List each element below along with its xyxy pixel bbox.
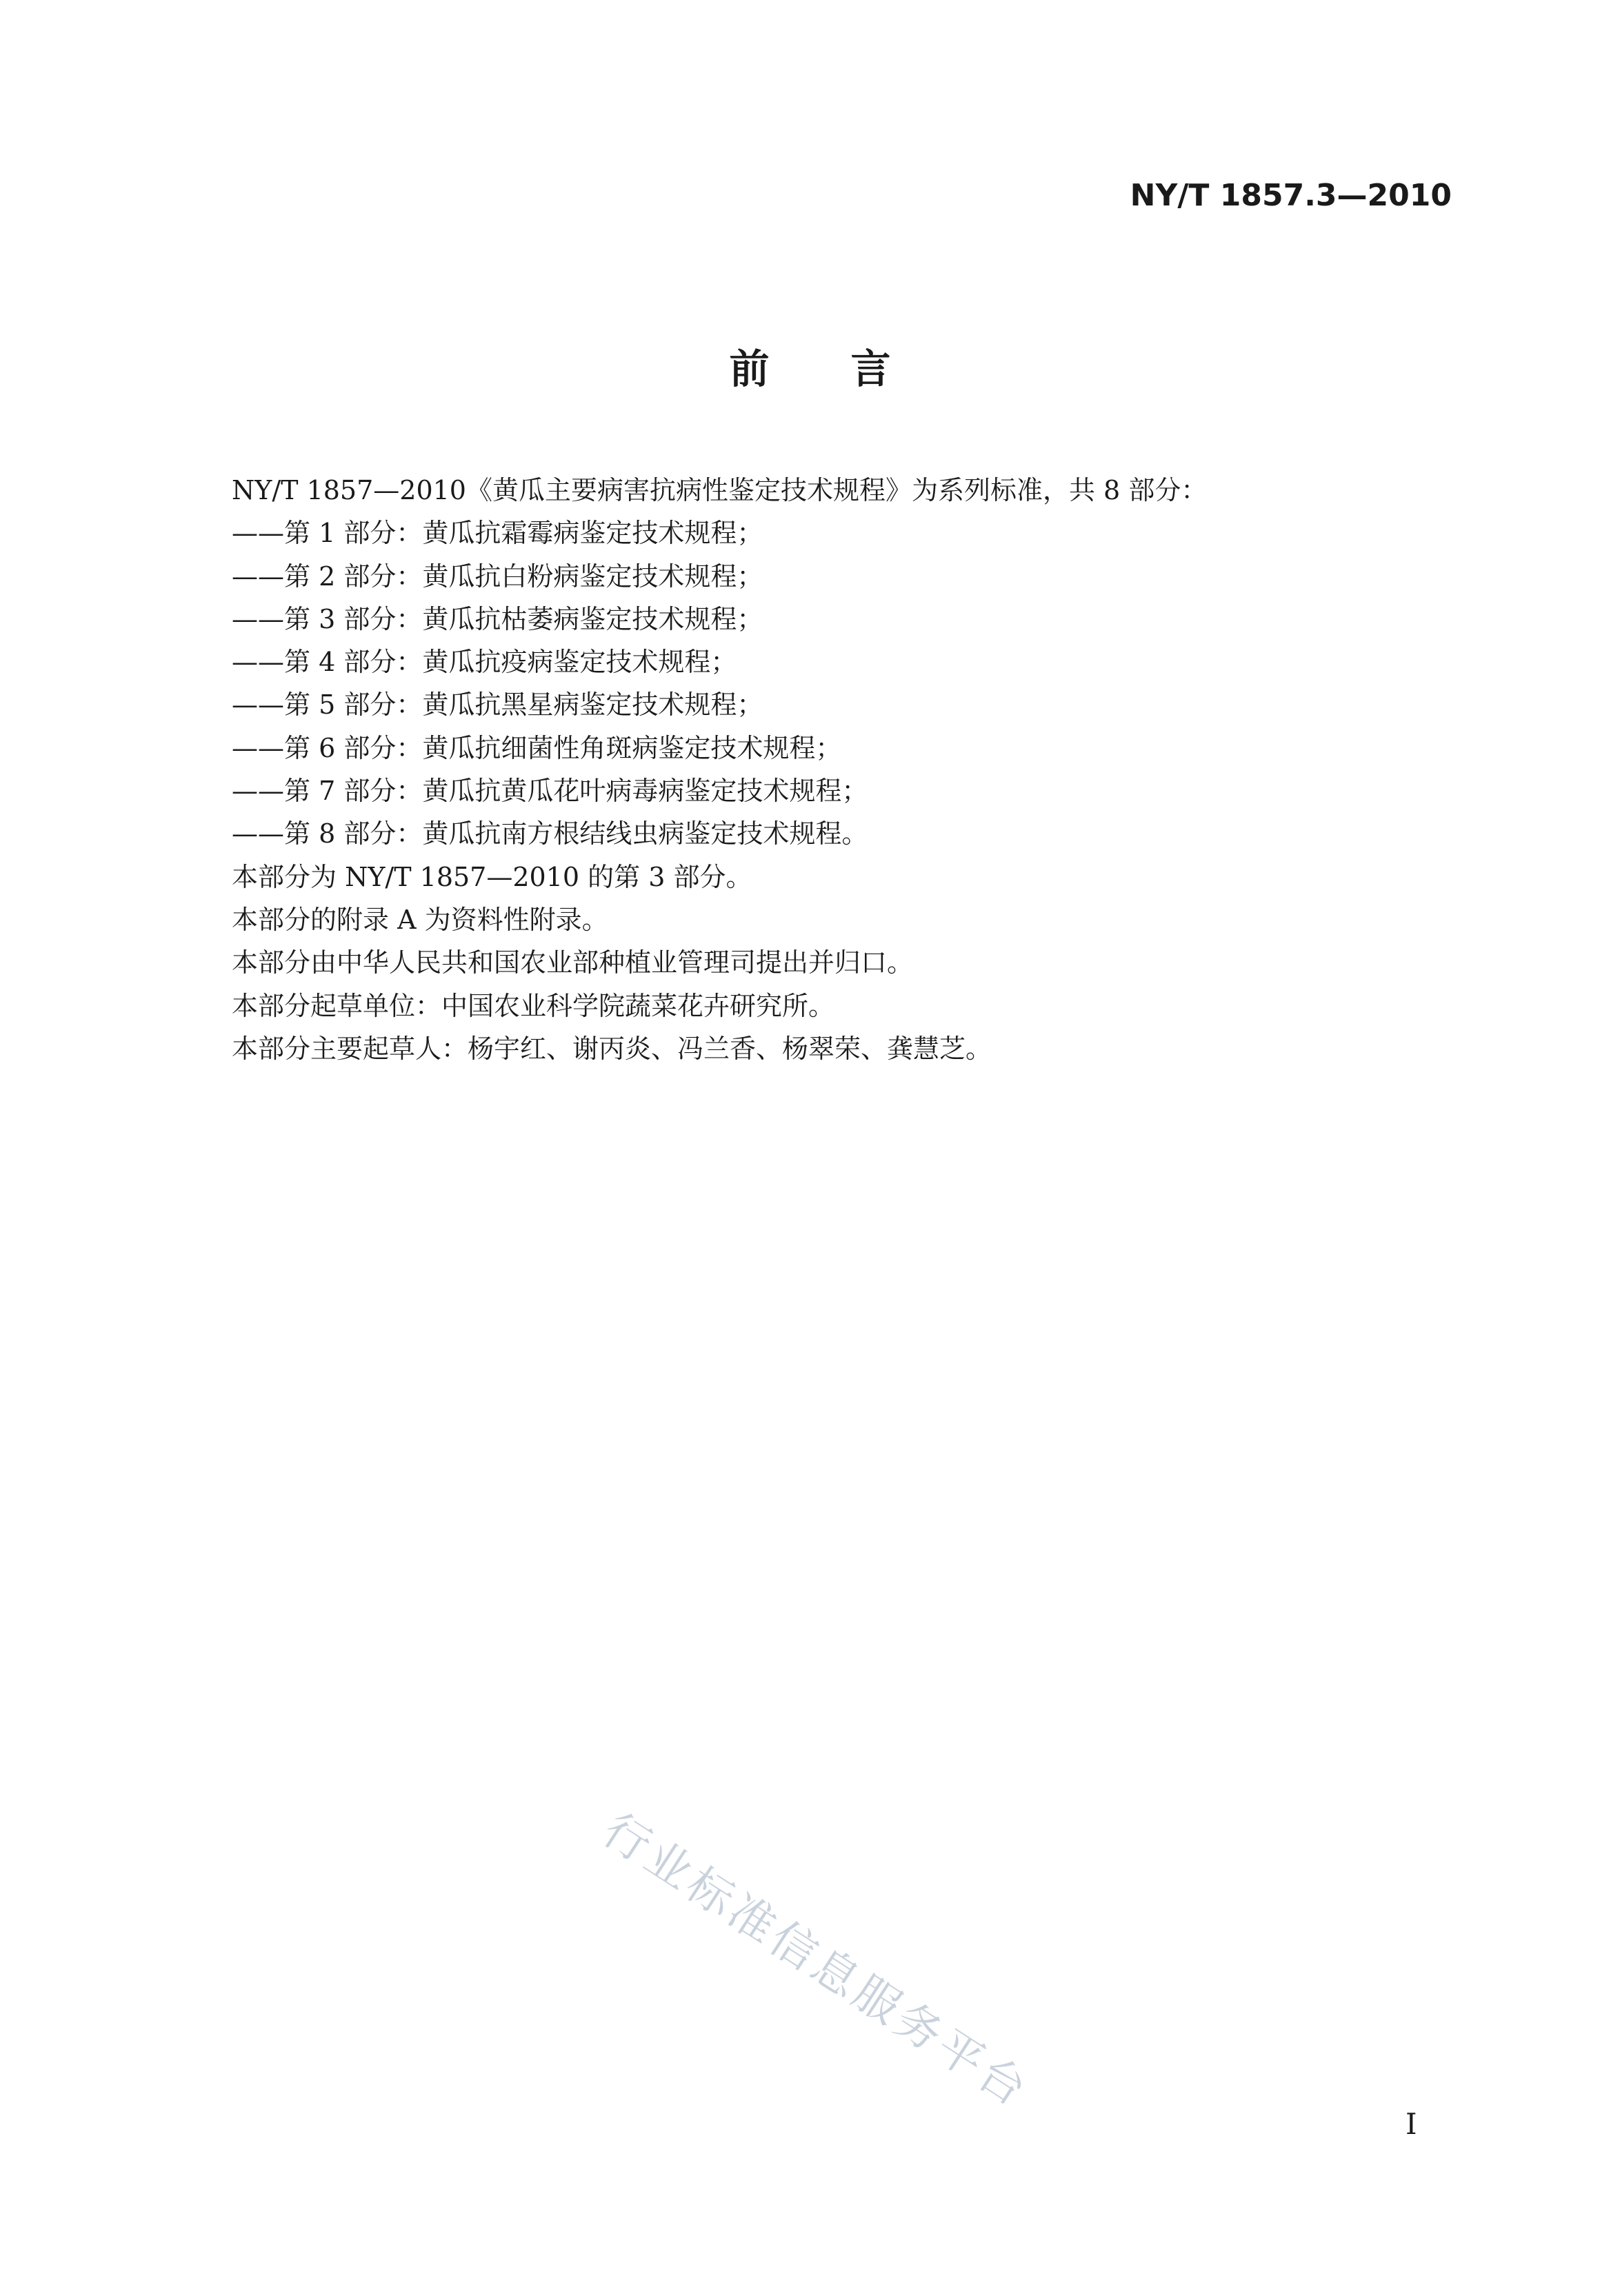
part-list-item: ——第 1 部分：黄瓜抗霜霉病鉴定技术规程； — [232, 518, 763, 549]
page-number: I — [1406, 2107, 1417, 2141]
part-list-item: ——第 8 部分：黄瓜抗南方根结线虫病鉴定技术规程。 — [232, 818, 868, 849]
foreword-body — [232, 469, 1439, 1070]
part-list-item: ——第 2 部分：黄瓜抗白粉病鉴定技术规程； — [232, 561, 763, 592]
standard-code: NY/T 1857.3—2010 — [1130, 178, 1452, 213]
statement-line: 本部分的附录 A 为资料性附录。 — [232, 904, 608, 935]
page-title: 前言 — [729, 345, 972, 392]
part-list-item: ——第 4 部分：黄瓜抗疫病鉴定技术规程； — [232, 647, 737, 678]
statement-line: 本部分起草单位：中国农业科学院蔬菜花卉研究所。 — [232, 990, 835, 1021]
watermark-text: 行业标准信息服务平台 — [593, 1803, 1039, 2118]
statement-line: 本部分主要起草人：杨宇红、谢丙炎、冯兰香、杨翠荣、龚慧芝。 — [232, 1033, 992, 1064]
part-list-item: ——第 6 部分：黄瓜抗细菌性角斑病鉴定技术规程； — [232, 732, 842, 763]
part-list-item: ——第 5 部分：黄瓜抗黑星病鉴定技术规程； — [232, 689, 763, 721]
statement-line: 本部分由中华人民共和国农业部种植业管理司提出并归口。 — [232, 947, 914, 978]
part-list-item: ——第 7 部分：黄瓜抗黄瓜花叶病毒病鉴定技术规程； — [232, 776, 868, 807]
statement-line: 本部分为 NY/T 1857—2010 的第 3 部分。 — [232, 861, 752, 892]
intro-paragraph: NY/T 1857—2010《黄瓜主要病害抗病性鉴定技术规程》为系列标准，共 8 部分： — [232, 475, 1208, 505]
part-list-item: ——第 3 部分：黄瓜抗枯萎病鉴定技术规程； — [232, 603, 763, 634]
